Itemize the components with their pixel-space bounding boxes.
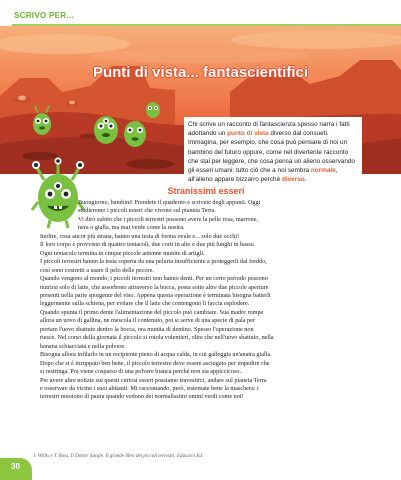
story-line: Ogni tentacolo termina in cinque piccole antenne munite di artigli. — [40, 249, 205, 257]
story-line: si restringa. Poi viene cosparso di una polvere bianca perché non sia appiccicoso. — [40, 368, 242, 376]
story-line: leggermente sulla schiena, per evitare che il latte che contengono li faccia esplodere. — [40, 300, 250, 308]
story-line: Buongiorno, bambini! Prendete il quaderno e scrivete degli appunti. Oggi — [78, 199, 261, 206]
illustration-banner — [0, 26, 401, 184]
story-title: Stranissimi esseri — [167, 186, 245, 196]
intro-highlight-normal: normale — [310, 167, 336, 175]
story-line: Per avere altre notizie sui questi curiosi esseri possiamo travestirci, andare sul pianeta Terra — [40, 376, 267, 384]
source-footnote: J. Willis e T. Ross, Il Dottor Xargle. Il grande libro dei piccoli terrestri, Educarci Ed. — [33, 454, 204, 459]
page-title: Punti di vista... fantascientifici — [92, 64, 309, 81]
story-line: allora un uovo di gallina, ne mescola il contenuto, poi si serve di una specie di pala per — [40, 317, 255, 325]
story-line: e osservare da vicino i suoi abitanti. Mi raccomando, però, sistemate bene la maschera: i — [40, 384, 259, 392]
story-line: presenti nella parte sporgente del viso. Appena questa operazione è terminata bisogna batterli — [40, 291, 271, 299]
story-line: banana schiacciata e nella polvere. — [40, 342, 126, 350]
section-label: SCRIVO PER... — [14, 11, 74, 20]
story-line: nutrirsi solo di latte, che assorbono attraverso la bocca, posta sotto altre due piccole aperture — [40, 283, 269, 291]
story-line: Quando vengono al mondo, i piccoli terrestri non hanno denti. Per un certo periodo possono — [40, 275, 268, 283]
story-line: riesce. Nel corso della giornata il piccolo si rotola volentieri, oltre che nell'uovo sbattuto, nella — [40, 334, 274, 342]
story-line: nera o gialla, ma mai verde come la nostra. — [78, 224, 185, 232]
story-text — [40, 199, 376, 402]
intro-text-part: . — [304, 176, 307, 184]
story-line: così sono costretti a usare il pelo delle pecore. — [40, 266, 154, 274]
story-line: studieremo i piccoli esseri che vivono sul pianeta Terra. — [78, 207, 216, 215]
intro-highlight-point-of-view: punto di vista — [227, 130, 269, 138]
story-line: Dopo che si è inzuppato ben bene, il piccolo terrestre deve essere asciugato per impedire che — [40, 359, 270, 367]
intro-text-box — [184, 117, 362, 187]
story-line: terrestri muoiono di paura quando vedono dei normalissimi omini verdi come noi! — [40, 393, 244, 401]
story-line: Quando spunta il primo dente l'alimentazione del piccolo può cambiare. Sua madre rompe — [40, 308, 264, 316]
intro-highlight-different: diverso — [281, 176, 305, 184]
small-alien-right — [124, 121, 146, 147]
page-number: 30 — [11, 462, 20, 471]
intro-text-part: diverso dal consueti. Immagina, per esempio, che cosa può pensare di noi un bambino del futuro oppure, come nel divertente racconto che stai per leggere, che cosa pensa un alieno osservando gli esseri umani: tutto ciò che a noi sembra — [188, 130, 355, 175]
story-line: Vi dirò subito che i piccoli terrestri possono avere la pelle rosa, marrone, — [78, 215, 259, 223]
small-alien-center — [94, 116, 118, 144]
story-line: Il loro corpo è provvisto di quattro tentacoli, due corti in alto e due più lunghi in basso. — [40, 241, 256, 249]
story-line: portare l'uovo sbattuto dentro la bocca, ora munita di dentino. Spesso l'operazione non — [40, 325, 254, 333]
story-line: I piccoli terrestri hanno la testa coperta da una peluria insufficiente a proteggerli dal freddo, — [40, 258, 267, 266]
story-line: Bisogna allora infilarlo in un recipiente pieno di acqua calda, in cui galleggia un'anatra gialla. — [40, 351, 272, 359]
small-alien-far — [146, 102, 160, 118]
page-number-tab — [0, 458, 32, 480]
intro-text-part: , all'alieno appare bizzarro perché — [188, 167, 338, 184]
intro-text-part: Chi scrive un racconto di fantascienza spesso narra i fatti adottando un — [188, 121, 350, 138]
story-line: Inoltre, cosa ancor più strana, hanno una testa di forma ovale e... solo due occhi! — [40, 232, 240, 240]
